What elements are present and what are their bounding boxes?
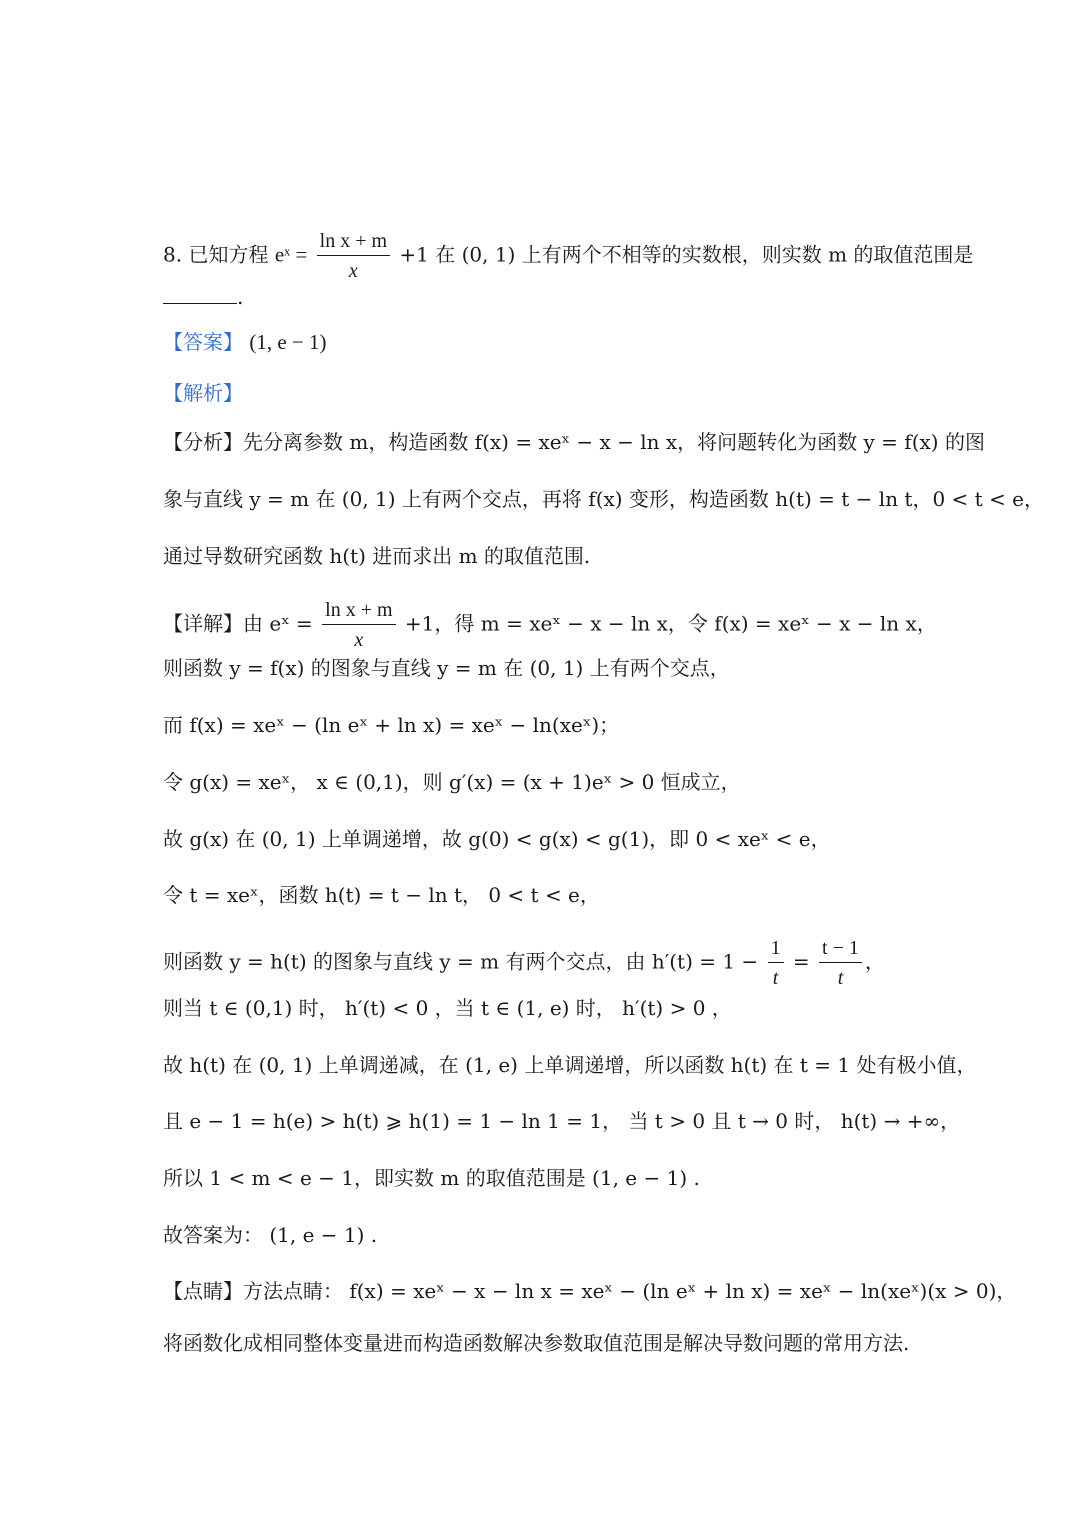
question-eq-lhs: eˣ =: [274, 242, 308, 267]
xiangjie-text: 故答案为： (1, e − 1) .: [163, 1223, 378, 1247]
question-number: 8.: [163, 242, 183, 267]
fenxi-line-1: [163, 427, 985, 457]
dianjing-line-1: [163, 1276, 1017, 1306]
derivative-equals: =: [792, 949, 810, 974]
xiangjie-line: [163, 1163, 930, 1193]
fenxi-line-3: [163, 541, 930, 571]
derivative-fraction-2: [819, 935, 862, 991]
question-frac-denominator: x: [348, 260, 358, 282]
xiangjie-line: [163, 653, 930, 683]
xiangjie-text: 故 h(t) 在 (0, 1) 上单调递减，在 (1, e) 上单调递增，所以函数 h(t) 在 t = 1 处有极小值，: [163, 1053, 977, 1077]
xiangjie-line-1: [163, 597, 937, 653]
answer-tag: 【答案】: [163, 330, 243, 354]
question-prefix: 已知方程: [188, 242, 269, 267]
xiangjie-text: 故 g(x) 在 (0, 1) 上单调递增，故 g(0) < g(x) < g(1)，即 0 < xeˣ < e，: [163, 827, 831, 851]
answer-value: (1, e − 1): [249, 330, 327, 354]
fenxi-text-1: 先分离参数 m，构造函数 f(x) = xeˣ − x − ln x，将问题转化为函数 y = f(x) 的图: [243, 430, 985, 454]
dianjing-line-2: [163, 1328, 930, 1358]
fenxi-text-3: 通过导数研究函数 h(t) 进而求出 m 的取值范围.: [163, 544, 591, 568]
dianjing-text-1: 方法点睛： f(x) = xeˣ − x − ln x = xeˣ − (ln eˣ + ln x) = xeˣ − ln(xeˣ)(x > 0)，: [243, 1279, 1017, 1303]
dianjing-tag: 【点睛】: [163, 1279, 243, 1303]
xiangjie-line: [163, 710, 930, 740]
xiangjie-frac-numerator: ln x + m: [322, 597, 395, 625]
jiexi-tag: 【解析】: [163, 381, 243, 405]
xiangjie-post: +1，得 m = xeˣ − x − ln x，令 f(x) = xeˣ − x − ln x，: [404, 611, 937, 636]
derivative-frac2-numerator: t − 1: [819, 935, 862, 963]
fenxi-tag: 【分析】: [163, 430, 243, 454]
question-frac-numerator: ln x + m: [317, 228, 390, 256]
answer-line: [163, 327, 930, 357]
fenxi-text-2: 象与直线 y = m 在 (0, 1) 上有两个交点，再将 f(x) 变形，构造函数 h(t) = t − ln t，0 < t < e，: [163, 487, 1045, 511]
xiangjie-line: [163, 880, 930, 910]
question-fraction: [317, 228, 390, 284]
question-line-2: [163, 282, 930, 312]
question-line-1: [163, 228, 974, 284]
xiangjie-line: [163, 1106, 961, 1136]
xiangjie-frac-denominator: x: [354, 629, 364, 651]
xiangjie-text: 而 f(x) = xeˣ − (ln eˣ + ln x) = xeˣ − ln(xeˣ)；: [163, 713, 620, 737]
xiangjie-derivative-line: [163, 935, 930, 991]
derivative-prefix: 则函数 y = h(t) 的图象与直线 y = m 有两个交点，由 h′(t) = 1 −: [163, 949, 759, 974]
xiangjie-text: 所以 1 < m < e − 1，即实数 m 的取值范围是 (1, e − 1) .: [163, 1166, 700, 1190]
xiangjie-text: 令 g(x) = xeˣ， x ∈ (0,1)，则 g′(x) = (x + 1)eˣ > 0 恒成立，: [163, 770, 741, 794]
xiangjie-text: 则当 t ∈ (0,1) 时， h′(t) < 0 ，当 t ∈ (1, e) 时， h′(t) > 0 ，: [163, 996, 732, 1020]
xiangjie-tag: 【详解】: [163, 611, 243, 636]
answer-blank: [163, 285, 237, 304]
derivative-frac1-denominator: t: [772, 967, 779, 989]
derivative-frac1-numerator: 1: [768, 935, 784, 963]
xiangjie-line: [163, 824, 930, 854]
jiexi-line: [163, 378, 930, 408]
xiangjie-fraction: [322, 597, 395, 653]
xiangjie-prefix: 由 eˣ =: [243, 611, 313, 636]
xiangjie-line: [163, 1220, 930, 1250]
answer-blank-period: .: [237, 285, 244, 309]
dianjing-text-2: 将函数化成相同整体变量进而构造函数解决参数取值范围是解决导数问题的常用方法.: [163, 1331, 910, 1355]
xiangjie-text: 且 e − 1 = h(e) > h(t) ⩾ h(1) = 1 − ln 1 = 1， 当 t > 0 且 t → 0 时， h(t) → +∞，: [163, 1109, 961, 1133]
derivative-suffix: ，: [864, 949, 885, 974]
xiangjie-line: [163, 993, 930, 1023]
xiangjie-line: [163, 767, 930, 797]
xiangjie-text: 则函数 y = f(x) 的图象与直线 y = m 在 (0, 1) 上有两个交点，: [163, 656, 730, 680]
derivative-fraction-1: [768, 935, 784, 991]
fenxi-line-2: [163, 484, 1045, 514]
xiangjie-line: [163, 1050, 977, 1080]
derivative-frac2-denominator: t: [837, 967, 844, 989]
xiangjie-text: 令 t = xeˣ，函数 h(t) = t − ln t， 0 < t < e，: [163, 883, 600, 907]
question-text: +1 在 (0, 1) 上有两个不相等的实数根，则实数 m 的取值范围是: [399, 242, 974, 267]
